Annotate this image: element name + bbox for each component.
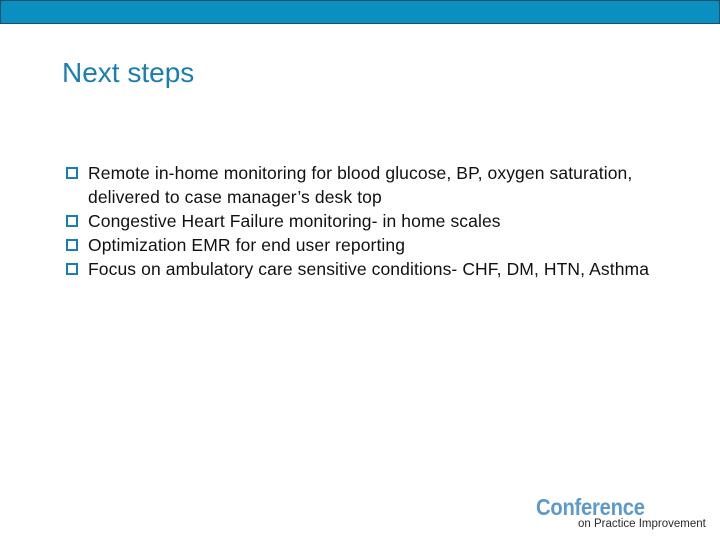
checkbox-bullet-icon bbox=[66, 167, 78, 179]
bullet-text: Focus on ambulatory care sensitive conditions- CHF, DM, HTN, Asthma bbox=[88, 259, 650, 279]
checkbox-bullet-icon bbox=[66, 215, 78, 227]
bullet-list bbox=[66, 161, 666, 281]
bullet-text: Congestive Heart Failure monitoring- in home scales bbox=[88, 211, 501, 231]
list-item bbox=[66, 161, 666, 209]
logo-word: Conference bbox=[536, 494, 645, 520]
header-bar bbox=[0, 0, 720, 24]
logo-subtitle: on Practice Improvement bbox=[578, 518, 706, 530]
slide-title: Next steps bbox=[62, 57, 195, 88]
list-item bbox=[66, 257, 666, 281]
bullet-text: Optimization EMR for end user reporting bbox=[88, 235, 406, 255]
list-item bbox=[66, 209, 666, 233]
checkbox-bullet-icon bbox=[66, 263, 78, 275]
bullet-text: Remote in-home monitoring for blood glucose, BP, oxygen saturation, delivered to case manager’s desk top bbox=[88, 163, 633, 207]
conference-logo bbox=[536, 494, 716, 534]
checkbox-bullet-icon bbox=[66, 239, 78, 251]
list-item bbox=[66, 233, 666, 257]
